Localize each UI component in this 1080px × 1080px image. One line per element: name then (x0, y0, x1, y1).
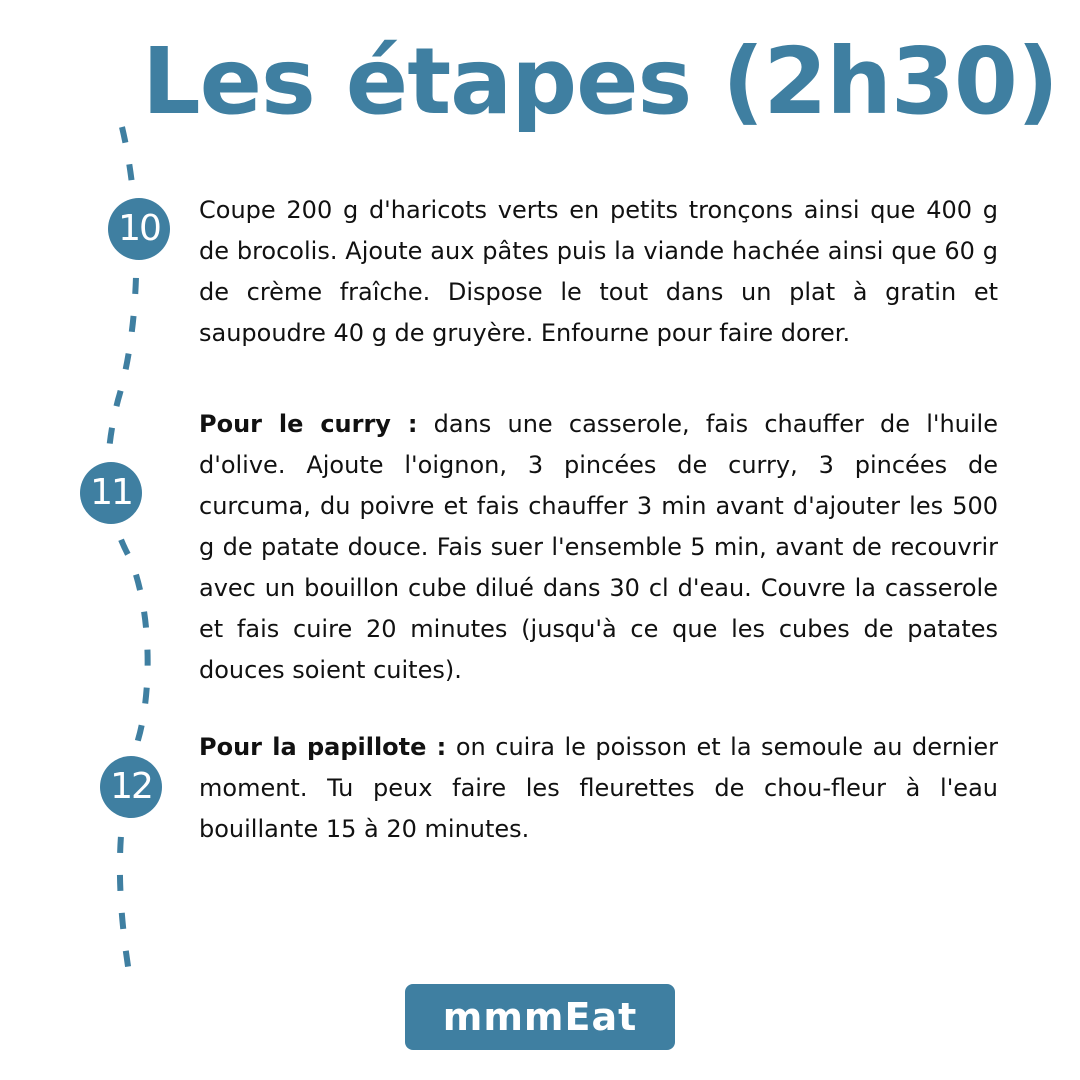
brand-logo: mmmEat (405, 984, 675, 1050)
step-body: dans une casserole, fais chauffer de l'huile d'olive. Ajoute l'oignon, 3 pincées de curry, 3 pincées de curcuma, du poivre et fais chauffer 3 min avant d'ajouter les 500 g de patate douce. Fais suer l'ensemble 5 min, avant de recouvrir avec un bouillon cube dilué dans 30 cl d'eau. Couvre la casserole et fais cuire 20 minutes (jusqu'à ce que les cubes de patates douces soient cuites). (199, 410, 998, 684)
step-heading: Pour le curry : (199, 410, 418, 438)
step-number-badge: 10 (108, 198, 170, 260)
step-description (199, 727, 998, 850)
step-number-badge: 12 (100, 756, 162, 818)
step-body: Coupe 200 g d'haricots verts en petits tronçons ainsi que 400 g de brocolis. Ajoute aux pâtes puis la viande hachée ainsi que 60 g de crème fraîche. Dispose le tout dans un plat à gratin et saupoudre 40 g de gruyère. Enfourne pour faire dorer. (199, 196, 998, 347)
step-description (199, 404, 998, 691)
step-description (199, 190, 998, 354)
step-number-badge: 11 (80, 462, 142, 524)
step-heading: Pour la papillote : (199, 733, 447, 761)
step-body: on cuira le poisson et la semoule au dernier moment. Tu peux faire les fleurettes de chou-fleur à l'eau bouillante 15 à 20 minutes. (199, 733, 998, 843)
page-title: Les étapes (2h30) (142, 28, 1058, 135)
